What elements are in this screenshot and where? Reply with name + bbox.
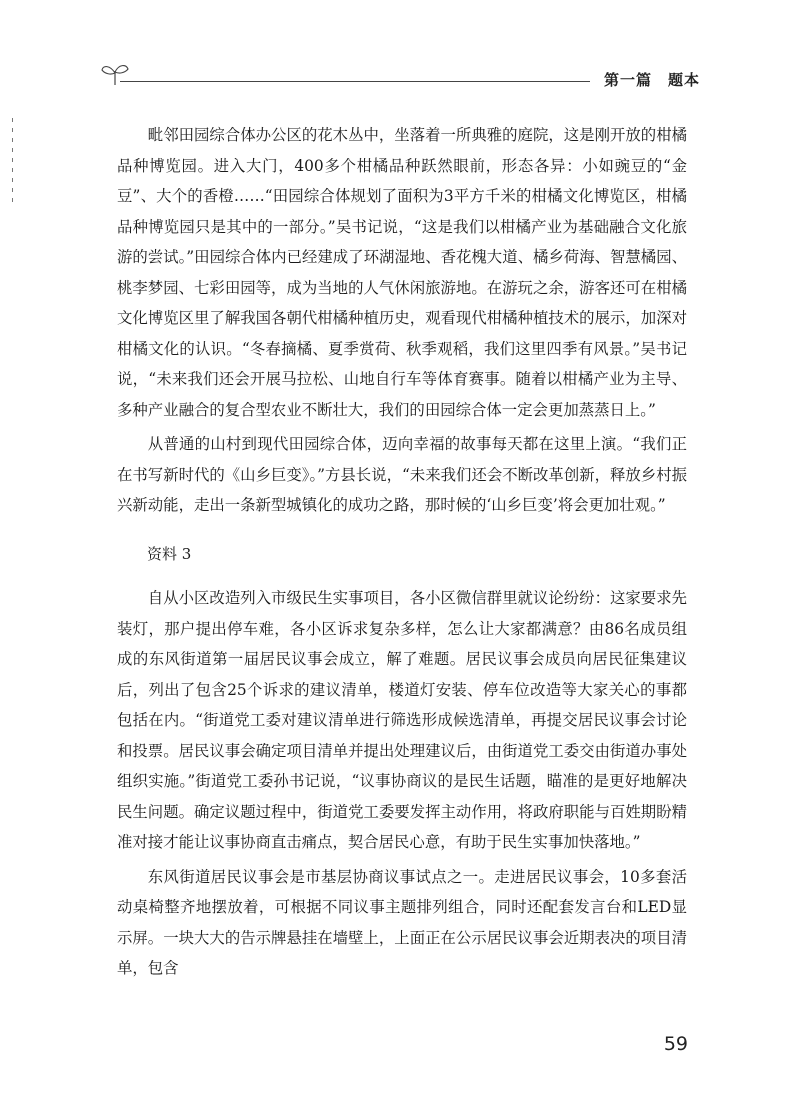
paragraph: 自从小区改造列入市级民生实事项目，各小区微信群里就议论纷纷：这家要求先装灯，那户提出停车难，各小区诉求复杂多样，怎么让大家都满意？由86名成员组成的东风街道第一届居民议事会成立，解了难题。居民议事会成员向居民征集建议后，列出了包含25个诉求的建议清单，楼道灯安装、停车位改造等大家关心的事都包括在内。“街道党工委对建议清单进行筛选形成候选清单，再提交居民议事会讨论和投票。居民议事会确定项目清单并提出处理建议后，由街道党工委交由街道办事处组织实施。”街道党工委孙书记说，“议事协商议的是民生话题，瞄准的是更好地解决民生问题。确定议题过程中，街道党工委要发挥主动作用，将政府职能与百姓期盼精准对接才能让议事协商直击痛点，契合居民心意，有助于民生实事加快落地。” — [117, 589, 687, 851]
sprout-leaf-icon — [100, 61, 130, 87]
body-text — [117, 120, 687, 984]
page-number: 59 — [663, 1033, 688, 1055]
paragraph: 毗邻田园综合体办公区的花木丛中，坐落着一所典雅的庭院，这是刚开放的柑橘品种博览园。进入大门，400多个柑橘品种跃然眼前，形态各异：小如豌豆的“金豆”、大个的香橙……“田园综合体规划了面积为3平方千米的柑橘文化博览区，柑橘品种博览园只是其中的一部分。”吴书记说，“这是我们以柑橘产业为基础融合文化旅游的尝试。”田园综合体内已经建成了环湖湿地、香花槐大道、橘乡荷海、智慧橘园、桃李梦园、七彩田园等，成为当地的人气休闲旅游地。在游玩之余，游客还可在柑橘文化博览区里了解我国各朝代柑橘种植历史，观看现代柑橘种植技术的展示，加深对柑橘文化的认识。“冬春摘橘、夏季赏荷、秋季观稻，我们这里四季有风景。”吴书记说，“未来我们还会开展马拉松、山地自行车等体育赛事。随着以柑橘产业为主导、多种产业融合的复合型农业不断壮大，我们的田园综合体一定会更加蒸蒸日上。” — [117, 126, 687, 419]
margin-marks — [10, 118, 14, 210]
section-heading: 资料 3 — [147, 544, 192, 563]
running-header — [100, 55, 700, 95]
header-rule — [120, 81, 590, 82]
paragraph: 从普通的山村到现代田园综合体，迈向幸福的故事每天都在这里上演。“我们正在书写新时代的《山乡巨变》。”方县长说，“未来我们还会不断改革创新，释放乡村振兴新动能，走出一条新型城镇化的成功之路，那时候的‘山乡巨变’将会更加壮观。” — [117, 435, 687, 514]
paragraph: 东风街道居民议事会是市基层协商议事试点之一。走进居民议事会，10多套活动桌椅整齐地摆放着，可根据不同议事主题排列组合，同时还配套发言台和LED显示屏。一块大大的告示牌悬挂在墙壁上，上面正在公示居民议事会近期表决的项目清单，包含 — [117, 867, 687, 977]
header-title: 第一篇 题本 — [603, 71, 700, 89]
